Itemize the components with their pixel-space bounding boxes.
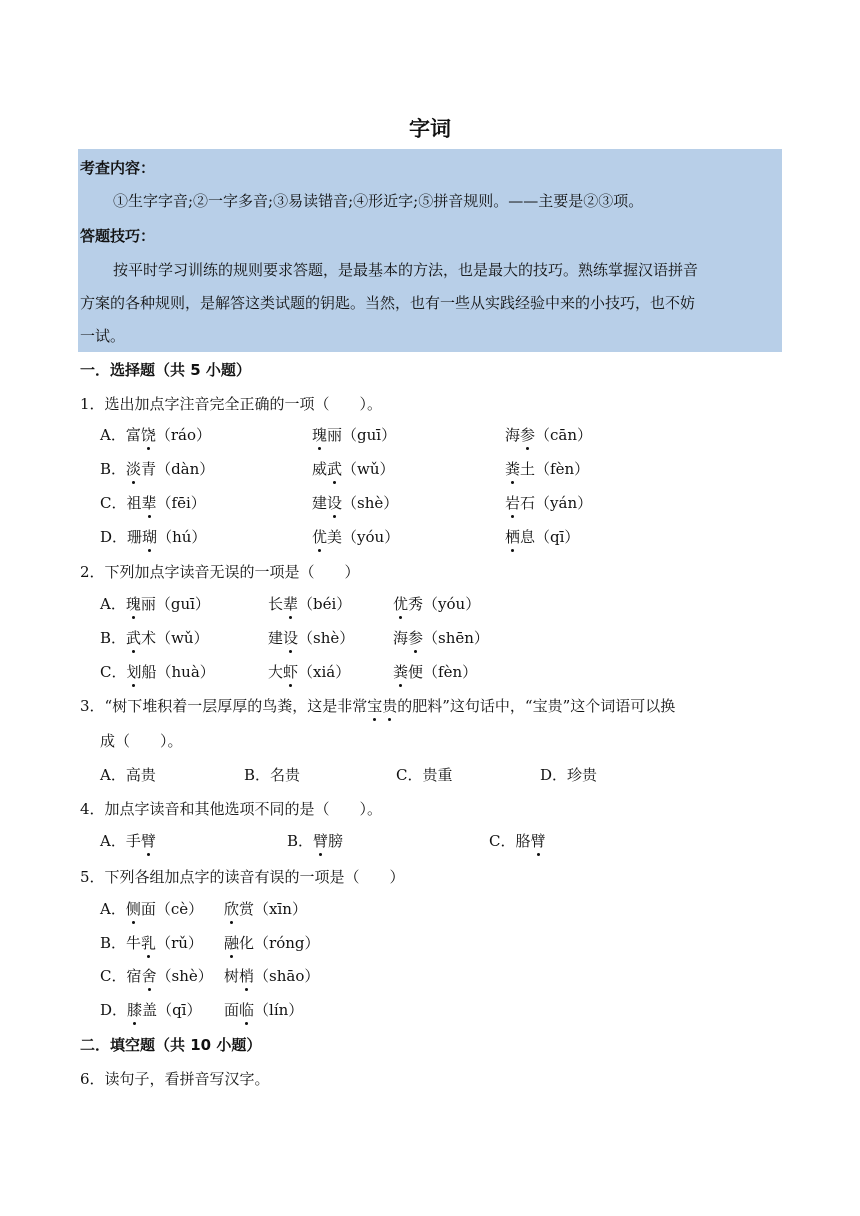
question-2-row1-item2-pre: 长 [268, 595, 284, 613]
question-3-option-d: D．珍贵 [540, 766, 598, 784]
question-1-row4-item3-post: 息 [520, 528, 536, 546]
question-5-row2-item1 [100, 932, 203, 953]
question-3-stem-line-2: 成（ ）。 [100, 732, 183, 750]
question-2-row3-item2 [268, 661, 350, 682]
question-5-row1-item1-pin: （cè） [155, 900, 204, 918]
question-1-row4-item1-dotted-char: 瑚 [142, 528, 158, 546]
question-2-row1-item3-pin: （yóu） [423, 595, 481, 613]
question-1-row3-item3 [505, 492, 592, 513]
question-2-row1-item2 [268, 593, 351, 614]
question-5-row2-item1-label: B． [100, 934, 127, 952]
question-2-row2-item2-pin: （shè） [298, 629, 355, 647]
question-4-option-a-dotted-char: 臂 [140, 832, 156, 850]
question-5-row4-item1-dotted-char: 膝 [127, 1001, 143, 1019]
question-1-row3-item2-pin: （shè） [342, 494, 399, 512]
question-2-row3-item3-pin: （fèn） [423, 663, 478, 681]
question-2-row3-item1-label: C． [100, 663, 127, 681]
question-2-row3-item3-dotted-char: 粪 [393, 663, 409, 681]
question-5-row3-item2-pin: （shāo） [254, 967, 320, 985]
question-5-row3-item1-dotted-char: 舍 [141, 967, 157, 985]
question-1-row4-item2-post: 美 [327, 528, 343, 546]
section-heading-fill: 二．填空题（共 10 小题） [80, 1036, 262, 1054]
question-4-option-b-post: 膀 [328, 832, 344, 850]
question-5-row2-item1-pin: （rǔ） [156, 934, 203, 952]
question-1-row2-item1-pin: （dàn） [156, 460, 215, 478]
question-5-row3-item2-pre: 树 [224, 967, 240, 985]
exam-content: ①生字字音;②一字多音;③易读错音;④形近字;⑤拼音规则。——主要是②③项。 [113, 192, 644, 210]
question-4-option-b-dotted-char: 臂 [313, 832, 329, 850]
question-3-dotted-char-2: 贵 [382, 697, 398, 715]
question-1-row1-item2-dotted-char: 瑰 [312, 426, 328, 444]
question-2-row3-item2-dotted-char: 虾 [283, 663, 299, 681]
question-1-row3-item3-dotted-char: 岩 [505, 494, 521, 512]
question-2-row1-item1-dotted-char: 瑰 [125, 595, 141, 613]
question-1-stem: 1．选出加点字注音完全正确的一项（ ）。 [80, 395, 383, 413]
question-2-row1-item1-post: 丽 [140, 595, 156, 613]
question-4-option-a-label: A． [100, 832, 126, 850]
question-5-stem: 5．下列各组加点字的读音有误的一项是（ ） [80, 868, 405, 886]
question-1-row1-item1-pin: （ráo） [155, 426, 212, 444]
question-3-option-a: A．高贵 [100, 766, 156, 784]
question-1-row1-item2-post: 丽 [327, 426, 343, 444]
question-2-row3-item2-pre: 大 [268, 663, 284, 681]
question-1-row1-item1-pre: 富 [125, 426, 141, 444]
question-1-row2-item2 [312, 458, 395, 479]
question-5-row1-item2-post: 赏 [239, 900, 255, 918]
question-2-row3-item2-pin: （xiá） [298, 663, 351, 681]
question-2-row2-item1 [100, 627, 209, 648]
question-3-dotted-word [367, 697, 397, 715]
question-1-row1-item1-dotted-char: 饶 [140, 426, 156, 444]
question-5-row3-item2 [224, 965, 319, 986]
question-4-option-c-label: C． [489, 832, 516, 850]
question-3-option-c: C．贵重 [396, 766, 453, 784]
question-2-row1-item3-dotted-char: 优 [393, 595, 409, 613]
question-1-row3-item1 [100, 492, 206, 513]
question-2-row3-item1-pin: （huà） [156, 663, 215, 681]
question-1-row2-item3-post: 土 [520, 460, 536, 478]
question-1-row3-item2-dotted-char: 设 [327, 494, 343, 512]
question-1-row4-item3 [505, 526, 579, 547]
question-1-row2-item1-dotted-char: 淡 [126, 460, 142, 478]
question-4-option-a-pre: 手 [125, 832, 141, 850]
tips-line-3: 一试。 [80, 327, 126, 345]
question-2-row3-item3-post: 便 [408, 663, 424, 681]
question-5-row2-item2-post: 化 [239, 934, 255, 952]
question-1-row2-item3-pin: （fèn） [535, 460, 590, 478]
question-2-row2-item1-dotted-char: 武 [126, 629, 142, 647]
question-2-row2-item2-dotted-char: 设 [283, 629, 299, 647]
question-5-row2-item1-dotted-char: 乳 [141, 934, 157, 952]
info-box-background [78, 149, 782, 352]
question-1-row2-item3 [505, 458, 589, 479]
question-1-row4-item2-pin: （yóu） [342, 528, 400, 546]
question-1-row2-item2-dotted-char: 武 [327, 460, 343, 478]
question-1-row1-item1 [100, 424, 211, 445]
question-2-stem: 2．下列加点字读音无误的一项是（ ） [80, 563, 360, 581]
question-1-row4-item1-pin: （hú） [157, 528, 207, 546]
question-5-row3-item1 [100, 965, 213, 986]
question-1-row1-item1-label: A． [100, 426, 126, 444]
question-1-row2-item2-pre: 威 [312, 460, 328, 478]
question-2-row2-item2-pre: 建 [268, 629, 284, 647]
exam-heading: 考查内容： [80, 159, 156, 177]
question-1-row4-item1 [100, 526, 206, 547]
question-1-row3-item1-dotted-char: 辈 [141, 494, 157, 512]
question-5-row1-item2-dotted-char: 欣 [224, 900, 240, 918]
question-5-row4-item2-dotted-char: 临 [239, 1001, 255, 1019]
question-1-row2-item1-label: B． [100, 460, 127, 478]
question-1-row1-item3 [505, 424, 592, 445]
question-2-row2-item1-post: 术 [141, 629, 157, 647]
question-6-stem: 6．读句子，看拼音写汉字。 [80, 1070, 270, 1088]
section-heading-choice: 一．选择题（共 5 小题） [80, 361, 251, 379]
question-5-row3-item2-dotted-char: 梢 [239, 967, 255, 985]
question-1-row1-item2-pin: （guī） [342, 426, 397, 444]
question-4-option-c-pre: 胳 [515, 832, 531, 850]
question-4-option-c [489, 830, 546, 851]
tips-line-2: 方案的各种规则，是解答这类试题的钥匙。当然，也有一些从实践经验中来的小技巧，也不妨 [80, 294, 696, 312]
question-5-row3-item1-label: C． [100, 967, 127, 985]
question-5-row1-item1-dotted-char: 侧 [125, 900, 141, 918]
question-4-stem: 4．加点字读音和其他选项不同的是（ ）。 [80, 800, 383, 818]
question-1-row3-item3-post: 石 [520, 494, 536, 512]
question-1-row4-item1-label: D． [100, 528, 128, 546]
question-2-row1-item1-pin: （guī） [155, 595, 210, 613]
question-5-row4-item2-pre: 面 [224, 1001, 240, 1019]
question-2-row3-item3 [393, 661, 477, 682]
question-2-row1-item1-label: A． [100, 595, 126, 613]
question-5-row3-item1-pre: 宿 [126, 967, 142, 985]
question-1-row2-item3-dotted-char: 粪 [505, 460, 521, 478]
question-1-row4-item1-pre: 珊 [127, 528, 143, 546]
question-1-row3-item2 [312, 492, 398, 513]
question-5-row2-item2-dotted-char: 融 [224, 934, 240, 952]
question-2-row2-item3-pre: 海 [393, 629, 409, 647]
question-5-row4-item1-post: 盖 [142, 1001, 158, 1019]
question-2-row1-item3-post: 秀 [408, 595, 424, 613]
tips-heading: 答题技巧： [80, 227, 156, 245]
question-3-option-b: B．名贵 [244, 766, 301, 784]
question-5-row1-item2-pin: （xīn） [254, 900, 307, 918]
question-3-stem-post: 的肥料”这句话中，“宝贵”这个词语可以换 [397, 697, 676, 715]
question-2-row1-item2-dotted-char: 辈 [283, 595, 299, 613]
question-5-row1-item1-label: A． [100, 900, 126, 918]
question-1-row2-item1 [100, 458, 214, 479]
question-1-row4-item3-pin: （qī） [535, 528, 580, 546]
question-1-row1-item2 [312, 424, 396, 445]
question-4-option-b-label: B． [287, 832, 314, 850]
question-1-row3-item1-pin: （fēi） [156, 494, 206, 512]
question-1-row4-item3-dotted-char: 栖 [505, 528, 521, 546]
question-5-row1-item1 [100, 898, 203, 919]
tips-line-1: 按平时学习训练的规则要求答题，是最基本的方法，也是最大的技巧。熟练掌握汉语拼音 [113, 261, 699, 279]
question-3-stem [80, 695, 675, 716]
question-4-option-c-dotted-char: 臂 [530, 832, 546, 850]
question-2-row1-item3 [393, 593, 480, 614]
question-1-row2-item1-post: 青 [141, 460, 157, 478]
document-title: 字词 [409, 117, 451, 141]
question-2-row2-item3-dotted-char: 参 [408, 629, 424, 647]
question-1-row2-item2-pin: （wǔ） [342, 460, 395, 478]
question-1-row3-item2-pre: 建 [312, 494, 328, 512]
question-5-row4-item1-label: D． [100, 1001, 128, 1019]
question-2-row3-item1-post: 船 [141, 663, 157, 681]
question-5-row2-item2 [224, 932, 320, 953]
question-5-row4-item1 [100, 999, 201, 1020]
question-1-row1-item3-pin: （cān） [535, 426, 593, 444]
question-5-row4-item2-pin: （lín） [254, 1001, 304, 1019]
question-1-row4-item2 [312, 526, 399, 547]
question-5-row4-item2 [224, 999, 303, 1020]
question-1-row3-item3-pin: （yán） [535, 494, 593, 512]
question-1-row1-item3-pre: 海 [505, 426, 521, 444]
question-2-row2-item2 [268, 627, 354, 648]
question-5-row1-item2 [224, 898, 307, 919]
question-5-row3-item1-pin: （shè） [156, 967, 213, 985]
question-2-row1-item1 [100, 593, 210, 614]
question-5-row2-item1-pre: 牛 [126, 934, 142, 952]
question-4-option-b [287, 830, 343, 851]
question-2-row2-item1-label: B． [100, 629, 127, 647]
question-1-row1-item3-dotted-char: 参 [520, 426, 536, 444]
question-1-row3-item1-pre: 祖 [126, 494, 142, 512]
question-2-row3-item1-dotted-char: 划 [126, 663, 142, 681]
question-5-row1-item1-post: 面 [140, 900, 156, 918]
question-2-row2-item3-pin: （shēn） [423, 629, 489, 647]
question-3-dotted-char-1: 宝 [367, 697, 383, 715]
question-2-row3-item1 [100, 661, 215, 682]
question-5-row4-item1-pin: （qī） [157, 1001, 202, 1019]
question-4-option-a [100, 830, 156, 851]
question-1-row3-item1-label: C． [100, 494, 127, 512]
question-2-row2-item1-pin: （wǔ） [156, 629, 209, 647]
question-3-stem-pre: 3．“树下堆积着一层厚厚的鸟粪，这是非常 [80, 697, 368, 715]
question-2-row2-item3 [393, 627, 489, 648]
question-1-row4-item2-dotted-char: 优 [312, 528, 328, 546]
question-2-row1-item2-pin: （béi） [298, 595, 352, 613]
question-5-row2-item2-pin: （róng） [254, 934, 320, 952]
